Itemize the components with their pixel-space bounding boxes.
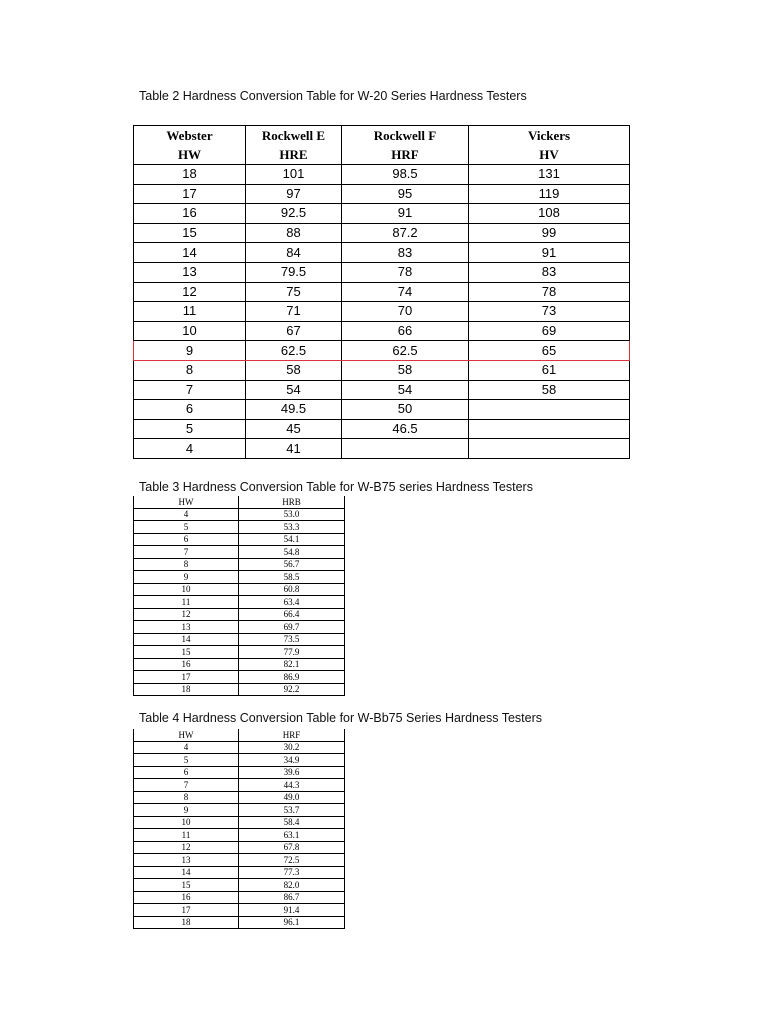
table-cell: 91 — [469, 243, 630, 263]
table-cell: 54 — [342, 380, 469, 400]
table4 — [133, 729, 345, 929]
table-cell — [469, 419, 630, 439]
table-cell: 41 — [246, 439, 342, 459]
table-cell: 67 — [246, 321, 342, 341]
table-row — [134, 204, 630, 224]
table-cell: 7 — [134, 779, 239, 792]
table-row — [134, 779, 345, 792]
table-cell: 95 — [342, 184, 469, 204]
table-row — [134, 866, 345, 879]
table-cell: 92.5 — [246, 204, 342, 224]
table-row — [134, 282, 630, 302]
table-cell: 73 — [469, 302, 630, 322]
table-cell: 14 — [134, 633, 239, 646]
table-cell: 99 — [469, 223, 630, 243]
table-row — [134, 633, 345, 646]
table-cell: 6 — [134, 766, 239, 779]
header-rockwell-f — [342, 126, 469, 165]
table-cell: 58 — [246, 360, 342, 380]
table-cell: 72.5 — [239, 854, 345, 867]
table-cell: 96.1 — [239, 916, 345, 929]
table-cell: 92.2 — [239, 683, 345, 696]
table-row — [134, 766, 345, 779]
table-row — [134, 508, 345, 521]
table-row — [134, 754, 345, 767]
header-label: Rockwell F — [373, 128, 437, 143]
table-cell: 82.1 — [239, 658, 345, 671]
table-cell: 62.5 — [246, 341, 342, 361]
table-cell: 9 — [134, 804, 239, 817]
table-cell: 18 — [134, 165, 246, 185]
table-cell: 77.3 — [239, 866, 345, 879]
table-cell: 98.5 — [342, 165, 469, 185]
table-cell: 54.1 — [239, 533, 345, 546]
table-cell: 53.7 — [239, 804, 345, 817]
table2 — [133, 125, 630, 459]
table-cell: 5 — [134, 521, 239, 534]
table-cell: 97 — [246, 184, 342, 204]
table-cell: 83 — [469, 262, 630, 282]
table-row — [134, 646, 345, 659]
table-cell: 4 — [134, 741, 239, 754]
table-cell: 83 — [342, 243, 469, 263]
table-row — [134, 804, 345, 817]
table-cell: 12 — [134, 608, 239, 621]
table-cell: 44.3 — [239, 779, 345, 792]
table-cell: 87.2 — [342, 223, 469, 243]
table-cell: 78 — [342, 262, 469, 282]
table-cell: 11 — [134, 596, 239, 609]
table-cell: 12 — [134, 841, 239, 854]
table-cell: 5 — [134, 754, 239, 767]
header-hrf: HRF — [239, 729, 345, 741]
table2-header-row — [134, 126, 630, 165]
table-row — [134, 608, 345, 621]
table-cell: 15 — [134, 646, 239, 659]
table-cell: 101 — [246, 165, 342, 185]
table-cell: 50 — [342, 400, 469, 420]
header-label: Webster — [166, 128, 213, 143]
table-row — [134, 596, 345, 609]
table-cell: 46.5 — [342, 419, 469, 439]
header-hw: HW — [134, 496, 239, 508]
table-cell — [342, 439, 469, 459]
table-row — [134, 165, 630, 185]
table-row — [134, 400, 630, 420]
table-cell: 66 — [342, 321, 469, 341]
table-cell: 10 — [134, 816, 239, 829]
table-row — [134, 841, 345, 854]
table-row — [134, 571, 345, 584]
table-row — [134, 243, 630, 263]
table-cell: 108 — [469, 204, 630, 224]
table-cell: 75 — [246, 282, 342, 302]
table-cell: 77.9 — [239, 646, 345, 659]
table-cell: 45 — [246, 419, 342, 439]
table-row — [134, 916, 345, 929]
table-cell: 16 — [134, 204, 246, 224]
table-cell: 58.4 — [239, 816, 345, 829]
table-cell: 79.5 — [246, 262, 342, 282]
table-cell: 4 — [134, 508, 239, 521]
table-row — [134, 621, 345, 634]
table-cell: 131 — [469, 165, 630, 185]
table-row — [134, 854, 345, 867]
header-unit: HW — [177, 147, 202, 162]
table3-header-row — [134, 496, 345, 508]
table-row — [134, 533, 345, 546]
table-cell: 119 — [469, 184, 630, 204]
table-cell: 7 — [134, 380, 246, 400]
header-unit: HRF — [391, 147, 419, 162]
table-cell: 6 — [134, 533, 239, 546]
header-label: Rockwell E — [261, 128, 326, 143]
table-cell: 63.4 — [239, 596, 345, 609]
table-cell: 84 — [246, 243, 342, 263]
table-cell: 69 — [469, 321, 630, 341]
table-cell: 10 — [134, 583, 239, 596]
table-cell: 5 — [134, 419, 246, 439]
table-cell: 11 — [134, 829, 239, 842]
table-cell: 53.3 — [239, 521, 345, 534]
table-row — [134, 904, 345, 917]
header-vickers — [469, 126, 630, 165]
table-cell: 67.8 — [239, 841, 345, 854]
table-row — [134, 360, 630, 380]
table-row — [134, 879, 345, 892]
table-cell: 49.5 — [246, 400, 342, 420]
table-row — [134, 741, 345, 754]
table3-caption: Table 3 Hardness Conversion Table for W-B75 series Hardness Testers — [139, 480, 533, 494]
header-hrb: HRB — [239, 496, 345, 508]
table-cell: 58.5 — [239, 571, 345, 584]
table-cell: 86.7 — [239, 891, 345, 904]
table-cell: 86.9 — [239, 671, 345, 684]
table-row — [134, 658, 345, 671]
table-cell: 66.4 — [239, 608, 345, 621]
table-row — [134, 816, 345, 829]
table-cell: 8 — [134, 360, 246, 380]
table-row — [134, 380, 630, 400]
table-cell: 15 — [134, 223, 246, 243]
table-row — [134, 341, 630, 361]
table-row — [134, 558, 345, 571]
table-cell: 10 — [134, 321, 246, 341]
table-cell: 17 — [134, 904, 239, 917]
table-cell: 88 — [246, 223, 342, 243]
table-cell: 63.1 — [239, 829, 345, 842]
table-row — [134, 302, 630, 322]
table-cell: 34.9 — [239, 754, 345, 767]
table-cell: 9 — [134, 341, 246, 361]
table-cell: 6 — [134, 400, 246, 420]
table-row — [134, 891, 345, 904]
table-cell: 15 — [134, 879, 239, 892]
table-cell: 18 — [134, 916, 239, 929]
table-cell: 39.6 — [239, 766, 345, 779]
table-cell: 13 — [134, 621, 239, 634]
table-row — [134, 262, 630, 282]
table-cell: 12 — [134, 282, 246, 302]
table-cell: 82.0 — [239, 879, 345, 892]
table-cell: 58 — [342, 360, 469, 380]
table-row — [134, 223, 630, 243]
table-cell: 8 — [134, 558, 239, 571]
header-unit: HV — [539, 147, 559, 162]
table-row — [134, 439, 630, 459]
table-cell: 61 — [469, 360, 630, 380]
table-cell: 91.4 — [239, 904, 345, 917]
table-cell: 13 — [134, 854, 239, 867]
table-cell: 49.0 — [239, 791, 345, 804]
table-cell: 14 — [134, 243, 246, 263]
table-row — [134, 829, 345, 842]
header-webster — [134, 126, 246, 165]
table-cell: 54 — [246, 380, 342, 400]
table-row — [134, 791, 345, 804]
table-cell — [469, 400, 630, 420]
table-row — [134, 184, 630, 204]
table-cell: 16 — [134, 891, 239, 904]
table-cell: 73.5 — [239, 633, 345, 646]
table-cell: 53.0 — [239, 508, 345, 521]
header-hw: HW — [134, 729, 239, 741]
table-row — [134, 546, 345, 559]
table-cell — [469, 439, 630, 459]
header-rockwell-e — [246, 126, 342, 165]
table-cell: 91 — [342, 204, 469, 224]
table-cell: 18 — [134, 683, 239, 696]
table-row — [134, 521, 345, 534]
table-cell: 54.8 — [239, 546, 345, 559]
table4-caption: Table 4 Hardness Conversion Table for W-Bb75 Series Hardness Testers — [139, 711, 542, 725]
table-row — [134, 583, 345, 596]
table-cell: 11 — [134, 302, 246, 322]
table-cell: 8 — [134, 791, 239, 804]
table-cell: 7 — [134, 546, 239, 559]
table-row — [134, 671, 345, 684]
table2-caption: Table 2 Hardness Conversion Table for W-20 Series Hardness Testers — [139, 89, 527, 103]
table-cell: 13 — [134, 262, 246, 282]
table-cell: 58 — [469, 380, 630, 400]
table-cell: 17 — [134, 671, 239, 684]
table-cell: 70 — [342, 302, 469, 322]
table-row — [134, 683, 345, 696]
header-unit: HRE — [279, 147, 308, 162]
table-cell: 74 — [342, 282, 469, 302]
table-cell: 16 — [134, 658, 239, 671]
table-cell: 78 — [469, 282, 630, 302]
table-cell: 30.2 — [239, 741, 345, 754]
table-row — [134, 419, 630, 439]
table-cell: 56.7 — [239, 558, 345, 571]
table-cell: 14 — [134, 866, 239, 879]
table4-header-row — [134, 729, 345, 741]
table-cell: 62.5 — [342, 341, 469, 361]
table-cell: 71 — [246, 302, 342, 322]
table-cell: 9 — [134, 571, 239, 584]
table-cell: 65 — [469, 341, 630, 361]
table3 — [133, 496, 345, 696]
table-cell: 4 — [134, 439, 246, 459]
table-cell: 17 — [134, 184, 246, 204]
header-label: Vickers — [527, 128, 571, 143]
table-row — [134, 321, 630, 341]
table-cell: 69.7 — [239, 621, 345, 634]
table-cell: 60.8 — [239, 583, 345, 596]
